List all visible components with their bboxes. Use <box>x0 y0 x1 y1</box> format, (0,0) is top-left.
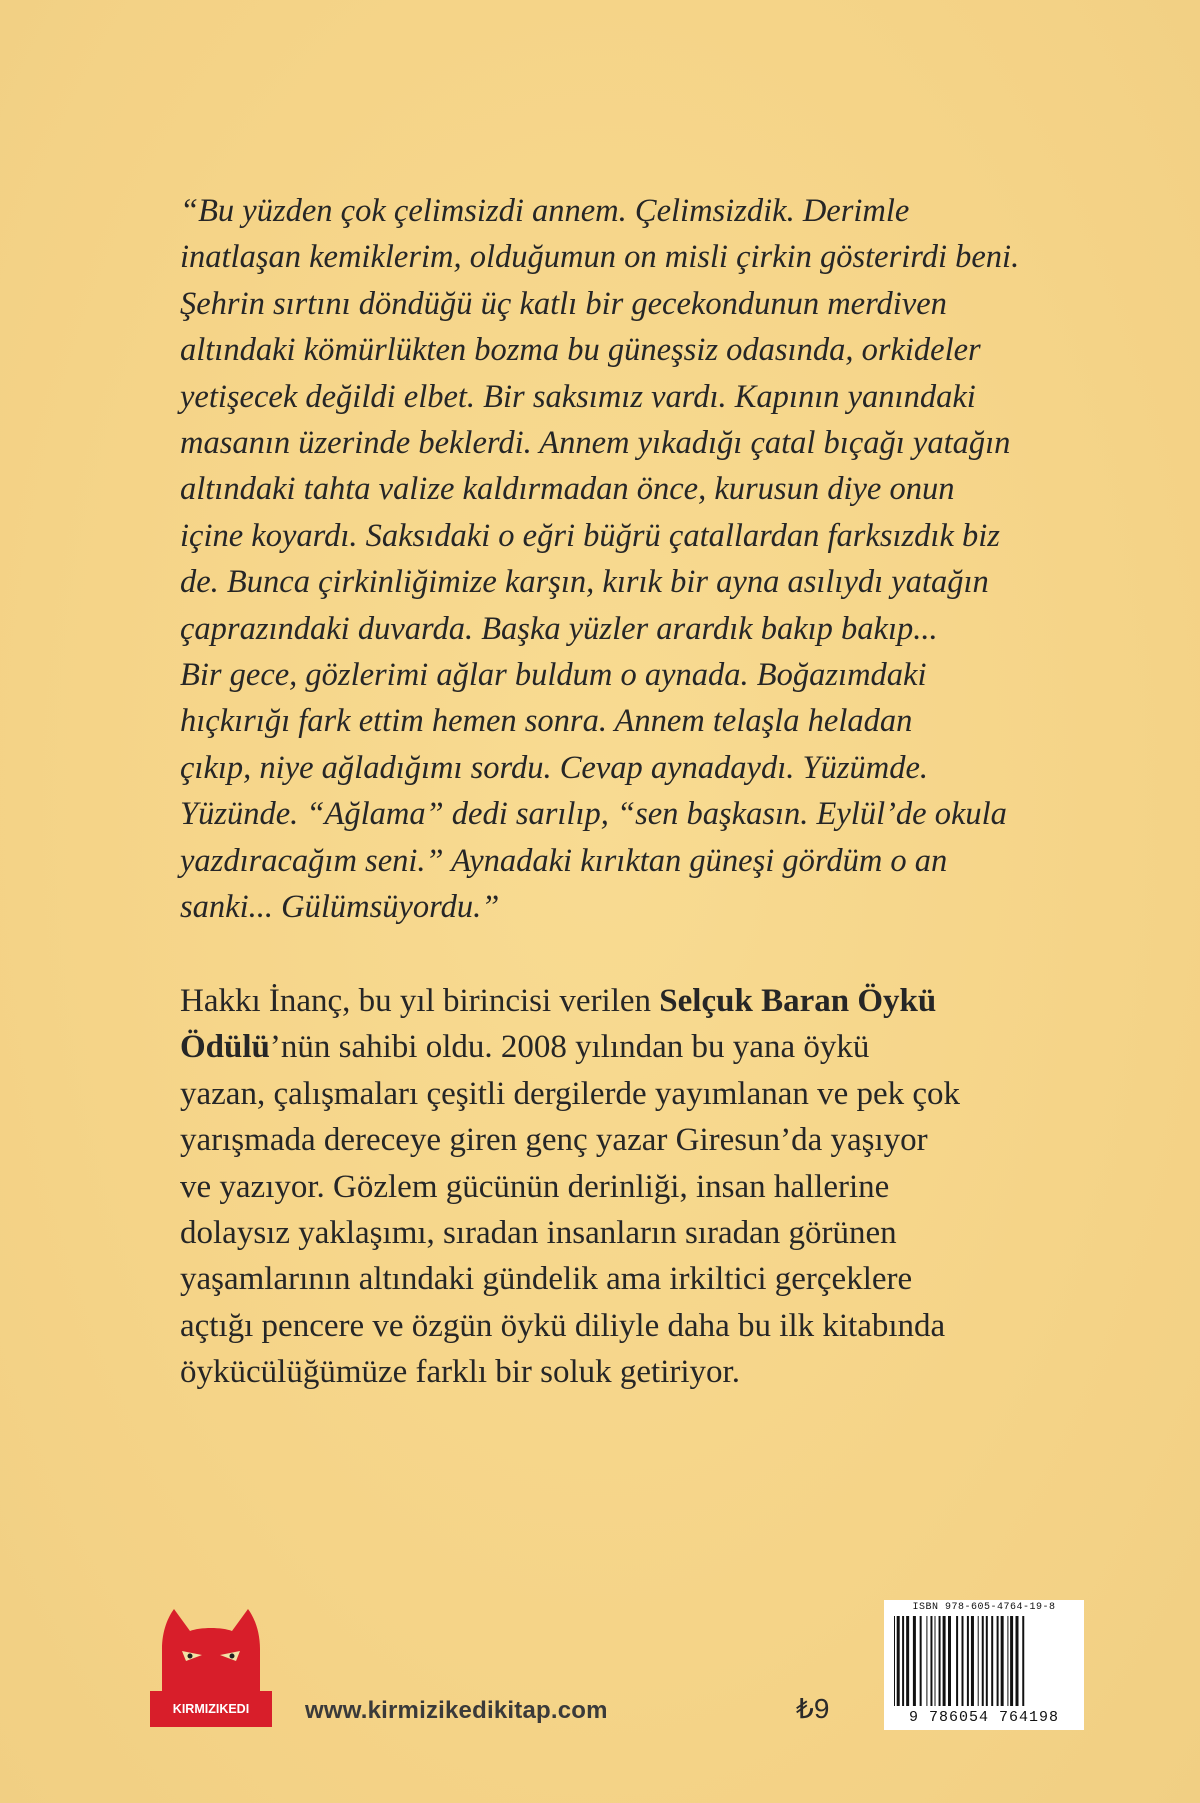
publisher-logo <box>150 1605 272 1727</box>
barcode-bar <box>978 1616 979 1706</box>
quote-line: altındaki tahta valize kaldırmadan önce, kurusun diye onun <box>180 471 955 508</box>
barcode-bar <box>1010 1616 1013 1706</box>
barcode-bar <box>1022 1616 1024 1706</box>
bio-line: öykücülüğümüze farklı bir soluk getiriyor. <box>180 1354 740 1391</box>
quote-line: çıkıp, niye ağladığımı sordu. Cevap aynadaydı. Yüzümde. <box>180 749 928 786</box>
quote-line: altındaki kömürlükten bozma bu güneşsiz odasında, orkideler <box>180 332 981 369</box>
barcode-bar <box>935 1616 936 1706</box>
quote-line: masanın üzerinde beklerdi. Annem yıkadığı çatal bıçağı yatağın <box>180 425 1011 462</box>
quote-line: “Bu yüzden çok çelimsizdi annem. Çelimsizdik. Derimle <box>180 193 910 229</box>
barcode-bar <box>991 1616 993 1706</box>
bio-line: açtığı pencere ve özgün öykü diliyle daha bu ilk kitabında <box>180 1307 946 1344</box>
barcode-bar <box>982 1616 984 1706</box>
bio-text: ’nün sahibi oldu. 2008 yılından bu yana öykü <box>269 1029 870 1066</box>
barcode-bar <box>986 1616 988 1706</box>
bio-line: yaşamlarının altındaki gündelik ama irkiltici gerçeklere <box>180 1261 913 1298</box>
price-label: ₺9 <box>796 1693 830 1724</box>
barcode-bar <box>943 1616 946 1706</box>
barcode-graphic <box>890 1616 1078 1708</box>
bio-text: Hakkı İnanç, bu yıl birincisi verilen <box>180 983 660 1019</box>
barcode-bar <box>926 1616 927 1706</box>
quote-line: içine koyardı. Saksıdaki o eğri büğrü çatallardan farksızdık biz <box>180 517 1000 554</box>
barcode-bar <box>1016 1616 1019 1706</box>
isbn-label: ISBN 978-605-4764-19-8 <box>912 1602 1056 1613</box>
quote-line: Bir gece, gözlerimi ağlar buldum o aynada. Boğazımdaki <box>180 657 927 694</box>
publisher-website: www.kirmizikedikitap.com <box>305 1697 608 1724</box>
bio-line: yazan, çalışmaları çeşitli dergilerde yayımlanan ve pek çok <box>180 1075 961 1112</box>
barcode-bar <box>920 1616 922 1706</box>
quote-line: yazdıracağım seni.” Aynadaki kırıktan güneşi gördüm o an <box>180 842 948 879</box>
publisher-logo-text: KIRMIZIKEDI <box>172 1702 250 1716</box>
isbn-barcode <box>884 1600 1084 1730</box>
barcode-bar <box>948 1616 951 1706</box>
barcode-bar <box>1001 1616 1004 1706</box>
quote-line: sanki... Gülümsüyordu.” <box>180 889 500 926</box>
quote-line: yetişecek değildi elbet. Bir saksımız vardı. Kapının yanındaki <box>180 378 976 415</box>
quote-line: inatlaşan kemiklerim, olduğumun on misli çirkin gösterirdi beni. <box>180 239 1020 276</box>
barcode-bar <box>913 1616 916 1706</box>
bio-line <box>180 1024 1110 1070</box>
excerpt-quote <box>180 188 1110 931</box>
barcode-bar <box>894 1616 895 1706</box>
barcode-digits: 9 786054 764198 <box>908 1709 1060 1726</box>
barcode-bar <box>967 1616 969 1706</box>
quote-line: hıçkırığı fark ettim hemen sonra. Annem telaşla heladan <box>180 703 913 740</box>
quote-line: çaprazındaki duvarda. Başka yüzler arardık bakıp bakıp... <box>180 610 938 647</box>
bio-line <box>180 978 1110 1024</box>
barcode-bar <box>956 1616 958 1706</box>
award-name-end: Ödülü <box>180 1029 270 1066</box>
barcode-bar <box>1007 1616 1008 1706</box>
barcode-bar <box>906 1616 909 1706</box>
bio-line: yarışmada dereceye giren genç yazar Giresun’da yaşıyor <box>180 1122 928 1159</box>
quote-line: Şehrin sırtını döndüğü üç katlı bir gecekondunun merdiven <box>180 285 947 322</box>
barcode-bar <box>930 1616 932 1706</box>
quote-line: Yüzünde. “Ağlama” dedi sarılıp, “sen başkasın. Eylül’de okula <box>180 796 1007 833</box>
bio-line: ve yazıyor. Gözlem gücünün derinliği, insan hallerine <box>180 1168 890 1205</box>
bio-line: dolaysız yaklaşımı, sıradan insanların sıradan görünen <box>180 1215 897 1252</box>
quote-line: de. Bunca çirkinliğimize karşın, kırık bir ayna asılıydı yatağın <box>180 564 989 601</box>
barcode-bar <box>939 1616 941 1706</box>
barcode-bar <box>971 1616 974 1706</box>
barcode-bar <box>997 1616 999 1706</box>
award-name: Selçuk Baran Öykü <box>659 983 937 1019</box>
barcode-bar <box>962 1616 964 1706</box>
barcode-bar <box>897 1616 900 1706</box>
barcode-bar <box>902 1616 904 1706</box>
author-bio <box>180 978 1110 1396</box>
